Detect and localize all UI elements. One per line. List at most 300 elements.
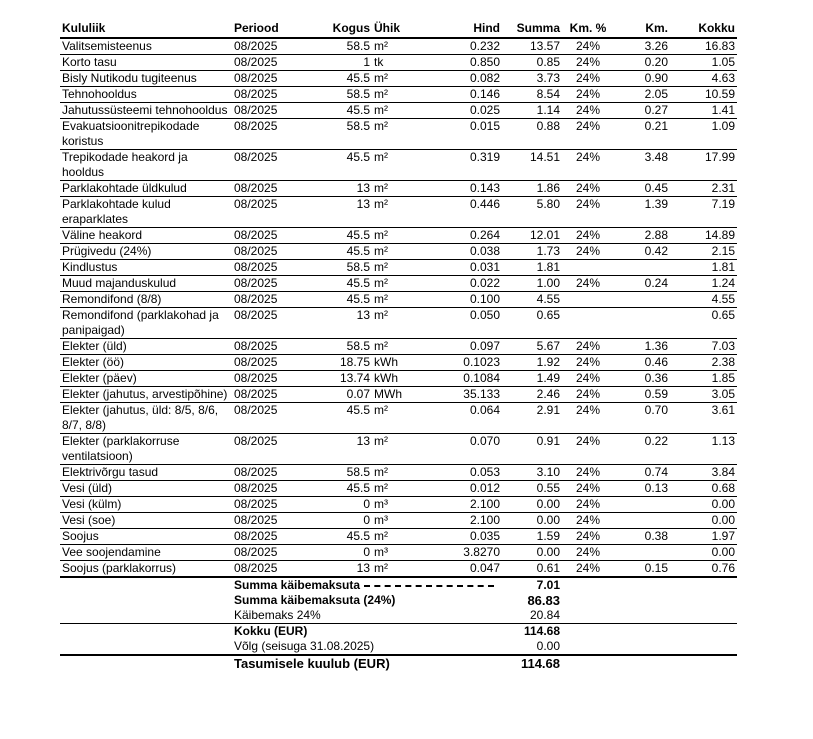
- dashed-line: [364, 585, 494, 587]
- totals-row-debt: [60, 639, 737, 655]
- item-name: Valitsemisteenus: [60, 38, 232, 55]
- item-quantity: 1: [302, 55, 372, 71]
- non-vat-value: 7.01: [502, 577, 562, 593]
- item-quantity: 58.5: [302, 87, 372, 103]
- table-row: [60, 55, 737, 71]
- item-vat: [614, 545, 670, 561]
- item-quantity: 45.5: [302, 103, 372, 119]
- item-price: 0.050: [436, 308, 502, 339]
- item-vat: 2.05: [614, 87, 670, 103]
- item-name: Elekter (parklakorruse ventilatsioon): [60, 434, 232, 465]
- item-price: 0.146: [436, 87, 502, 103]
- item-name: Elekter (öö): [60, 355, 232, 371]
- item-sum: 1.92: [502, 355, 562, 371]
- item-total: 0.00: [670, 497, 737, 513]
- item-unit: m²: [372, 308, 436, 339]
- item-vat: 0.59: [614, 387, 670, 403]
- item-sum: 1.00: [502, 276, 562, 292]
- item-price: 0.053: [436, 465, 502, 481]
- item-unit: m²: [372, 87, 436, 103]
- item-vat-pct: 24%: [562, 387, 614, 403]
- item-vat-pct: 24%: [562, 276, 614, 292]
- item-quantity: 13: [302, 181, 372, 197]
- total-value: 114.68: [502, 624, 562, 640]
- debt-value: 0.00: [536, 639, 560, 653]
- item-unit: m²: [372, 150, 436, 181]
- item-period: 08/2025: [232, 545, 302, 561]
- item-unit: m²: [372, 197, 436, 228]
- item-name: Soojus: [60, 529, 232, 545]
- item-period: 08/2025: [232, 150, 302, 181]
- item-quantity: 18.75: [302, 355, 372, 371]
- item-quantity: 45.5: [302, 529, 372, 545]
- item-unit: m²: [372, 260, 436, 276]
- item-price: 2.100: [436, 513, 502, 529]
- table-row: [60, 513, 737, 529]
- item-total: 3.61: [670, 403, 737, 434]
- item-vat-pct: 24%: [562, 545, 614, 561]
- item-vat-pct: 24%: [562, 355, 614, 371]
- item-period: 08/2025: [232, 181, 302, 197]
- item-vat-pct: 24%: [562, 71, 614, 87]
- item-name: Elekter (jahutus, arvestipõhine): [60, 387, 232, 403]
- item-vat-pct: 24%: [562, 103, 614, 119]
- item-quantity: 45.5: [302, 150, 372, 181]
- item-period: 08/2025: [232, 228, 302, 244]
- item-sum: 0.61: [502, 561, 562, 578]
- debt-label: Võlg (seisuga 31.08.2025): [234, 639, 375, 653]
- item-total: 3.84: [670, 465, 737, 481]
- item-price: 0.097: [436, 339, 502, 355]
- table-row: [60, 197, 737, 228]
- item-unit: m²: [372, 403, 436, 434]
- item-name: Muud majanduskulud: [60, 276, 232, 292]
- item-price: 0.022: [436, 276, 502, 292]
- item-quantity: 58.5: [302, 339, 372, 355]
- item-total: 0.68: [670, 481, 737, 497]
- item-sum: 1.59: [502, 529, 562, 545]
- item-vat: 0.13: [614, 481, 670, 497]
- item-period: 08/2025: [232, 339, 302, 355]
- table-row: [60, 434, 737, 465]
- item-total: 1.24: [670, 276, 737, 292]
- item-quantity: 45.5: [302, 481, 372, 497]
- cost-rows: [60, 38, 737, 577]
- item-vat-pct: 24%: [562, 529, 614, 545]
- item-name: Elekter (üld): [60, 339, 232, 355]
- item-vat-pct: [562, 292, 614, 308]
- item-vat: [614, 513, 670, 529]
- item-total: 1.41: [670, 103, 737, 119]
- item-name: Remondifond (parklakohad ja panipaigad): [60, 308, 232, 339]
- item-total: 1.81: [670, 260, 737, 276]
- item-name: Soojus (parklakorrus): [60, 561, 232, 578]
- total-label: Kokku (EUR): [232, 624, 502, 640]
- cost-table: [60, 21, 737, 671]
- header-period: Periood: [232, 21, 302, 38]
- item-period: 08/2025: [232, 387, 302, 403]
- item-vat: 0.70: [614, 403, 670, 434]
- item-vat-pct: 24%: [562, 339, 614, 355]
- item-unit: m²: [372, 292, 436, 308]
- item-sum: 1.81: [502, 260, 562, 276]
- item-vat-pct: [562, 260, 614, 276]
- item-period: 08/2025: [232, 561, 302, 578]
- item-unit: m²: [372, 244, 436, 260]
- item-total: 3.05: [670, 387, 737, 403]
- item-name: Elektrivõrgu tasud: [60, 465, 232, 481]
- item-price: 0.012: [436, 481, 502, 497]
- item-sum: 2.91: [502, 403, 562, 434]
- excl-vat-value: 86.83: [527, 593, 560, 608]
- item-sum: 3.73: [502, 71, 562, 87]
- item-name: Remondifond (8/8): [60, 292, 232, 308]
- table-row: [60, 150, 737, 181]
- item-price: 0.1084: [436, 371, 502, 387]
- pay-value: 114.68: [502, 655, 562, 671]
- item-unit: m²: [372, 228, 436, 244]
- item-quantity: 13.74: [302, 371, 372, 387]
- item-unit: m²: [372, 434, 436, 465]
- totals-row-non-vat: [60, 577, 737, 593]
- item-price: 0.031: [436, 260, 502, 276]
- item-vat: 0.74: [614, 465, 670, 481]
- item-vat: 0.45: [614, 181, 670, 197]
- item-sum: 0.65: [502, 308, 562, 339]
- item-vat: [614, 497, 670, 513]
- item-unit: m²: [372, 481, 436, 497]
- item-unit: m²: [372, 119, 436, 150]
- item-total: 0.00: [670, 545, 737, 561]
- item-price: 0.047: [436, 561, 502, 578]
- item-total: 10.59: [670, 87, 737, 103]
- item-vat: 0.27: [614, 103, 670, 119]
- pay-label: Tasumisele kuulub (EUR): [232, 655, 502, 671]
- item-sum: 3.10: [502, 465, 562, 481]
- item-name: Väline heakord: [60, 228, 232, 244]
- table-row: [60, 529, 737, 545]
- header-sum: Summa: [502, 21, 562, 38]
- item-price: 0.025: [436, 103, 502, 119]
- item-total: 7.19: [670, 197, 737, 228]
- item-total: 1.85: [670, 371, 737, 387]
- item-total: 1.05: [670, 55, 737, 71]
- item-name: Korto tasu: [60, 55, 232, 71]
- item-vat-pct: 24%: [562, 434, 614, 465]
- item-quantity: 0: [302, 497, 372, 513]
- item-vat-pct: 24%: [562, 371, 614, 387]
- item-name: Elekter (päev): [60, 371, 232, 387]
- item-period: 08/2025: [232, 403, 302, 434]
- table-row: [60, 355, 737, 371]
- item-total: 1.09: [670, 119, 737, 150]
- item-quantity: 0.07: [302, 387, 372, 403]
- item-total: 16.83: [670, 38, 737, 55]
- item-vat: 0.42: [614, 244, 670, 260]
- item-name: Vee soojendamine: [60, 545, 232, 561]
- item-unit: m²: [372, 465, 436, 481]
- item-vat: 3.26: [614, 38, 670, 55]
- table-row: [60, 228, 737, 244]
- table-row: [60, 276, 737, 292]
- header-quantity: Kogus: [302, 21, 372, 38]
- item-price: 0.446: [436, 197, 502, 228]
- item-price: 0.070: [436, 434, 502, 465]
- item-vat: 0.36: [614, 371, 670, 387]
- item-total: 17.99: [670, 150, 737, 181]
- item-unit: m²: [372, 38, 436, 55]
- item-total: 14.89: [670, 228, 737, 244]
- item-price: 3.8270: [436, 545, 502, 561]
- item-vat-pct: 24%: [562, 561, 614, 578]
- item-period: 08/2025: [232, 529, 302, 545]
- item-quantity: 0: [302, 545, 372, 561]
- item-name: Kindlustus: [60, 260, 232, 276]
- item-sum: 0.55: [502, 481, 562, 497]
- item-vat-pct: 24%: [562, 150, 614, 181]
- item-price: 0.035: [436, 529, 502, 545]
- item-price: 0.015: [436, 119, 502, 150]
- item-unit: m³: [372, 497, 436, 513]
- totals-row-total: [60, 624, 737, 640]
- item-period: 08/2025: [232, 355, 302, 371]
- item-unit: kWh: [372, 355, 436, 371]
- item-sum: 4.55: [502, 292, 562, 308]
- table-row: [60, 561, 737, 578]
- item-period: 08/2025: [232, 87, 302, 103]
- table-row: [60, 403, 737, 434]
- item-period: 08/2025: [232, 119, 302, 150]
- item-unit: m²: [372, 529, 436, 545]
- item-vat: [614, 260, 670, 276]
- item-name: Tehnohooldus: [60, 87, 232, 103]
- item-total: 4.55: [670, 292, 737, 308]
- item-sum: 1.73: [502, 244, 562, 260]
- table-row: [60, 545, 737, 561]
- item-period: 08/2025: [232, 371, 302, 387]
- header-vat-pct: Km. %: [562, 21, 614, 38]
- item-total: 2.31: [670, 181, 737, 197]
- item-vat: 0.21: [614, 119, 670, 150]
- item-vat: 0.90: [614, 71, 670, 87]
- item-vat-pct: 24%: [562, 119, 614, 150]
- item-period: 08/2025: [232, 308, 302, 339]
- item-name: Vesi (üld): [60, 481, 232, 497]
- table-row: [60, 260, 737, 276]
- item-name: Jahutussüsteemi tehnohooldus: [60, 103, 232, 119]
- item-quantity: 13: [302, 561, 372, 578]
- item-vat: 0.20: [614, 55, 670, 71]
- item-total: 1.13: [670, 434, 737, 465]
- item-sum: 5.80: [502, 197, 562, 228]
- item-name: Parklakohtade üldkulud: [60, 181, 232, 197]
- item-price: 0.319: [436, 150, 502, 181]
- item-period: 08/2025: [232, 103, 302, 119]
- item-price: 0.064: [436, 403, 502, 434]
- item-unit: m²: [372, 561, 436, 578]
- item-period: 08/2025: [232, 276, 302, 292]
- item-unit: m²: [372, 181, 436, 197]
- non-vat-label: Summa käibemaksuta: [234, 578, 361, 592]
- item-unit: m²: [372, 276, 436, 292]
- item-name: Bisly Nutikodu tugiteenus: [60, 71, 232, 87]
- item-quantity: 45.5: [302, 244, 372, 260]
- item-quantity: 58.5: [302, 465, 372, 481]
- item-unit: MWh: [372, 387, 436, 403]
- item-period: 08/2025: [232, 38, 302, 55]
- item-unit: m²: [372, 339, 436, 355]
- item-price: 0.850: [436, 55, 502, 71]
- item-unit: tk: [372, 55, 436, 71]
- header-total: Kokku: [670, 21, 737, 38]
- item-sum: 0.00: [502, 497, 562, 513]
- item-price: 0.082: [436, 71, 502, 87]
- item-period: 08/2025: [232, 197, 302, 228]
- item-period: 08/2025: [232, 244, 302, 260]
- item-period: 08/2025: [232, 71, 302, 87]
- totals-row-pay: [60, 655, 737, 671]
- item-name: Vesi (külm): [60, 497, 232, 513]
- item-quantity: 45.5: [302, 228, 372, 244]
- item-total: 0.65: [670, 308, 737, 339]
- item-quantity: 58.5: [302, 260, 372, 276]
- item-vat: 1.39: [614, 197, 670, 228]
- item-name: Evakuatsioonitrepikodade koristus: [60, 119, 232, 150]
- item-quantity: 58.5: [302, 38, 372, 55]
- item-sum: 0.00: [502, 513, 562, 529]
- excl-vat-label: Summa käibemaksuta (24%): [234, 593, 396, 607]
- item-vat-pct: 24%: [562, 181, 614, 197]
- item-total: 0.76: [670, 561, 737, 578]
- item-quantity: 58.5: [302, 119, 372, 150]
- item-period: 08/2025: [232, 513, 302, 529]
- item-sum: 2.46: [502, 387, 562, 403]
- item-sum: 12.01: [502, 228, 562, 244]
- item-unit: m²: [372, 103, 436, 119]
- item-sum: 5.67: [502, 339, 562, 355]
- item-total: 1.97: [670, 529, 737, 545]
- table-row: [60, 465, 737, 481]
- item-vat-pct: 24%: [562, 244, 614, 260]
- item-quantity: 13: [302, 434, 372, 465]
- item-vat: 0.15: [614, 561, 670, 578]
- item-quantity: 13: [302, 197, 372, 228]
- item-vat-pct: 24%: [562, 497, 614, 513]
- item-vat: 0.24: [614, 276, 670, 292]
- item-quantity: 0: [302, 513, 372, 529]
- item-vat-pct: 24%: [562, 55, 614, 71]
- item-total: 2.38: [670, 355, 737, 371]
- item-name: Trepikodade heakord ja hooldus: [60, 150, 232, 181]
- item-total: 0.00: [670, 513, 737, 529]
- item-vat-pct: 24%: [562, 197, 614, 228]
- item-total: 2.15: [670, 244, 737, 260]
- item-quantity: 45.5: [302, 71, 372, 87]
- item-price: 35.133: [436, 387, 502, 403]
- item-vat-pct: 24%: [562, 513, 614, 529]
- item-period: 08/2025: [232, 481, 302, 497]
- item-price: 0.232: [436, 38, 502, 55]
- item-quantity: 45.5: [302, 276, 372, 292]
- item-sum: 0.85: [502, 55, 562, 71]
- item-vat-pct: 24%: [562, 228, 614, 244]
- item-sum: 14.51: [502, 150, 562, 181]
- item-vat: 3.48: [614, 150, 670, 181]
- table-row: [60, 103, 737, 119]
- item-name: Vesi (soe): [60, 513, 232, 529]
- item-vat-pct: [562, 308, 614, 339]
- item-name: Parklakohtade kulud eraparklates: [60, 197, 232, 228]
- table-row: [60, 481, 737, 497]
- item-vat: 0.22: [614, 434, 670, 465]
- item-total: 4.63: [670, 71, 737, 87]
- item-vat-pct: 24%: [562, 87, 614, 103]
- item-unit: m³: [372, 513, 436, 529]
- item-total: 7.03: [670, 339, 737, 355]
- vat-value: 20.84: [529, 608, 560, 622]
- table-row: [60, 497, 737, 513]
- header-price: Hind: [436, 21, 502, 38]
- totals-row-excl-vat: [60, 593, 737, 608]
- item-unit: m²: [372, 71, 436, 87]
- item-sum: 8.54: [502, 87, 562, 103]
- item-sum: 1.49: [502, 371, 562, 387]
- item-name: Elekter (jahutus, üld: 8/5, 8/6, 8/7, 8/8): [60, 403, 232, 434]
- item-price: 0.264: [436, 228, 502, 244]
- table-row: [60, 87, 737, 103]
- item-name: Prügivedu (24%): [60, 244, 232, 260]
- item-period: 08/2025: [232, 55, 302, 71]
- table-row: [60, 339, 737, 355]
- table-row: [60, 244, 737, 260]
- item-vat-pct: 24%: [562, 465, 614, 481]
- item-vat: [614, 308, 670, 339]
- table-row: [60, 292, 737, 308]
- item-unit: kWh: [372, 371, 436, 387]
- item-period: 08/2025: [232, 465, 302, 481]
- item-sum: 0.91: [502, 434, 562, 465]
- item-vat: 2.88: [614, 228, 670, 244]
- item-period: 08/2025: [232, 497, 302, 513]
- item-sum: 0.88: [502, 119, 562, 150]
- totals-section: [60, 577, 737, 671]
- item-sum: 1.14: [502, 103, 562, 119]
- header-vat: Km.: [614, 21, 670, 38]
- table-row: [60, 181, 737, 197]
- header-item: Kululiik: [60, 21, 232, 38]
- table-row: [60, 371, 737, 387]
- item-price: 0.038: [436, 244, 502, 260]
- item-vat-pct: 24%: [562, 38, 614, 55]
- item-unit: m³: [372, 545, 436, 561]
- item-vat: 0.46: [614, 355, 670, 371]
- item-sum: 13.57: [502, 38, 562, 55]
- header-unit: Ühik: [372, 21, 436, 38]
- item-vat: 1.36: [614, 339, 670, 355]
- item-price: 2.100: [436, 497, 502, 513]
- item-price: 0.143: [436, 181, 502, 197]
- item-period: 08/2025: [232, 260, 302, 276]
- totals-row-vat: [60, 608, 737, 624]
- item-quantity: 45.5: [302, 292, 372, 308]
- item-quantity: 45.5: [302, 403, 372, 434]
- table-row: [60, 71, 737, 87]
- table-row: [60, 38, 737, 55]
- item-price: 0.1023: [436, 355, 502, 371]
- item-price: 0.100: [436, 292, 502, 308]
- item-quantity: 13: [302, 308, 372, 339]
- item-vat-pct: 24%: [562, 481, 614, 497]
